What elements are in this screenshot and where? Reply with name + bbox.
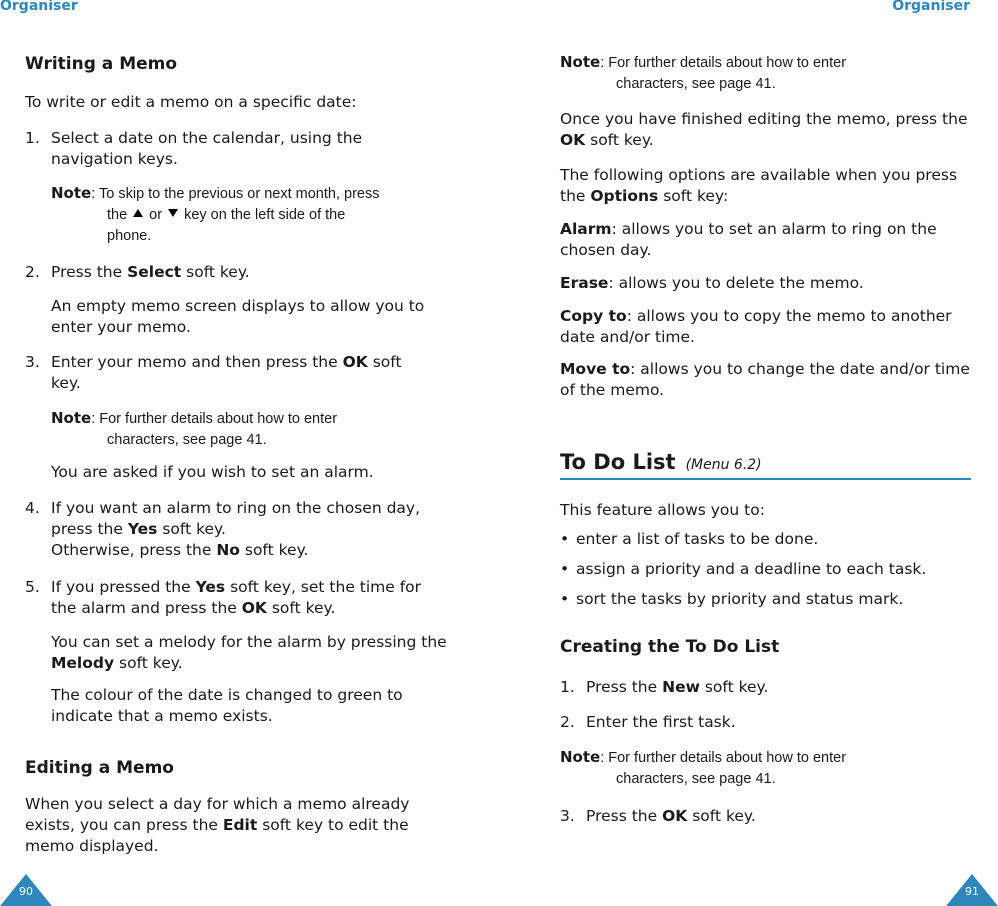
step-text: soft key, set the time for the alarm and press the bbox=[51, 578, 422, 617]
step-2-detail: An empty memo screen displays to allow you to enter your memo. bbox=[51, 297, 425, 336]
note-text: : For further details about how to enter bbox=[600, 55, 847, 71]
step-number: 4. bbox=[25, 499, 40, 517]
step-text: soft key. bbox=[181, 263, 250, 281]
yes-key: Yes bbox=[195, 578, 226, 596]
step-text: Press the bbox=[586, 807, 663, 825]
up-arrow-icon bbox=[133, 209, 143, 217]
step-text: Select a date on the calendar, using the navigation keys. bbox=[51, 129, 363, 168]
writing-intro: To write or edit a memo on a specific date: bbox=[25, 93, 357, 111]
step-number: 1. bbox=[560, 678, 575, 696]
note-text: characters, see page 41. bbox=[616, 771, 776, 787]
note-label: Note bbox=[51, 184, 92, 202]
new-key: New bbox=[662, 678, 700, 696]
note-text: or bbox=[149, 207, 163, 223]
note-label: Note bbox=[51, 409, 92, 427]
step-text: soft key. bbox=[699, 678, 769, 696]
note-text: characters, see page 41. bbox=[616, 76, 776, 92]
step-text: You can set a melody for the alarm by pressing the bbox=[51, 633, 447, 651]
no-key: No bbox=[216, 541, 240, 559]
step-text: soft key. bbox=[157, 520, 226, 538]
writing-memo-heading: Writing a Memo bbox=[25, 54, 178, 74]
note-text: the bbox=[107, 207, 128, 223]
note-text: : For further details about how to enter bbox=[91, 411, 338, 427]
option-copy-to bbox=[560, 306, 975, 348]
note-enter-characters bbox=[560, 747, 970, 790]
body-text: Once you have finished editing the memo, press the bbox=[560, 110, 968, 128]
step-number: 3. bbox=[560, 807, 575, 825]
option-term: Erase bbox=[560, 274, 609, 292]
step-text: soft key. bbox=[239, 541, 309, 559]
ok-key: OK bbox=[560, 131, 586, 149]
down-arrow-icon bbox=[168, 209, 178, 217]
todo-feature-list bbox=[560, 529, 975, 619]
editing-text bbox=[25, 794, 435, 857]
list-item: • sort the tasks by priority and status mark. bbox=[560, 589, 975, 610]
melody-key: Melody bbox=[51, 654, 115, 672]
body-text: soft key: bbox=[658, 187, 729, 205]
step-5 bbox=[25, 577, 440, 619]
step-text: soft key. bbox=[687, 807, 756, 825]
note-enter-characters bbox=[51, 408, 441, 451]
step-5-colour: The colour of the date is changed to green to indicate that a memo exists. bbox=[51, 686, 403, 725]
step-text: Press the bbox=[586, 678, 663, 696]
edit-key: Edit bbox=[222, 816, 258, 834]
yes-key: Yes bbox=[127, 520, 158, 538]
option-alarm bbox=[560, 219, 975, 261]
page-number-right: 91 bbox=[965, 885, 979, 898]
finish-editing-text bbox=[560, 109, 975, 151]
step-text: If you pressed the bbox=[51, 578, 196, 596]
note-label: Note bbox=[560, 748, 601, 766]
step-text: soft key. bbox=[51, 353, 402, 392]
todo-intro: This feature allows you to: bbox=[560, 501, 765, 519]
step-5-melody bbox=[25, 632, 461, 674]
option-term: Alarm bbox=[560, 220, 612, 238]
note-skip-month bbox=[51, 183, 441, 247]
ok-key: OK bbox=[662, 807, 688, 825]
ok-key: OK bbox=[342, 353, 368, 371]
step-text: soft key. bbox=[266, 599, 336, 617]
heading-rule bbox=[560, 478, 971, 480]
step-3 bbox=[25, 352, 435, 394]
note-text: : To skip to the previous or next month, press bbox=[91, 186, 380, 202]
body-text: When you select a day for which a memo already exists, you can press the bbox=[25, 795, 410, 834]
note-text: phone. bbox=[107, 228, 152, 244]
step-1 bbox=[25, 128, 435, 170]
step-number: 1. bbox=[25, 129, 40, 147]
step-number: 2. bbox=[560, 713, 575, 731]
menu-reference: (Menu 6.2) bbox=[685, 457, 762, 473]
option-move-to bbox=[560, 359, 975, 401]
option-erase bbox=[560, 273, 975, 294]
list-item: • assign a priority and a deadline to each task. bbox=[560, 559, 975, 580]
step-4 bbox=[25, 498, 435, 561]
todo-list-heading bbox=[560, 449, 762, 478]
select-key: Select bbox=[127, 263, 182, 281]
option-desc: : allows you to delete the memo. bbox=[608, 274, 864, 292]
options-key: Options bbox=[590, 187, 659, 205]
running-header-left: Organiser bbox=[0, 0, 78, 14]
todo-title: To Do List bbox=[560, 450, 676, 474]
step-3-detail: You are asked if you wish to set an alarm. bbox=[51, 463, 374, 481]
step-text: soft key. bbox=[114, 654, 183, 672]
body-text: soft key to edit the memo displayed. bbox=[25, 816, 409, 855]
note-text: : For further details about how to enter bbox=[600, 750, 847, 766]
page-number-left: 90 bbox=[19, 885, 33, 898]
note-text: characters, see page 41. bbox=[107, 432, 267, 448]
create-step-3 bbox=[560, 806, 975, 827]
option-desc: : allows you to set an alarm to ring on the chosen day. bbox=[560, 220, 937, 259]
list-item: • enter a list of tasks to be done. bbox=[560, 529, 975, 550]
step-number: 2. bbox=[25, 263, 40, 281]
ok-key: OK bbox=[241, 599, 267, 617]
create-step-2 bbox=[560, 712, 975, 733]
body-text: soft key. bbox=[585, 131, 654, 149]
step-text: Otherwise, press the bbox=[51, 541, 217, 559]
option-desc: : allows you to copy the memo to another date and/or time. bbox=[560, 307, 952, 346]
step-number: 5. bbox=[25, 578, 40, 596]
step-text: If you want an alarm to ring on the chosen day, press the bbox=[51, 499, 421, 538]
option-desc: : allows you to change the date and/or time of the memo. bbox=[560, 360, 970, 399]
option-term: Copy to bbox=[560, 307, 627, 325]
step-number: 3. bbox=[25, 353, 40, 371]
note-enter-characters bbox=[560, 52, 970, 95]
step-text: Enter your memo and then press the bbox=[51, 353, 343, 371]
body-text: The following options are available when you press the bbox=[560, 166, 958, 205]
note-text: key on the left side of the bbox=[184, 207, 346, 223]
step-text: Press the bbox=[51, 263, 128, 281]
running-header-right: Organiser bbox=[892, 0, 970, 14]
option-term: Move to bbox=[560, 360, 631, 378]
editing-memo-heading: Editing a Memo bbox=[25, 758, 174, 778]
create-step-1 bbox=[560, 677, 975, 698]
step-2 bbox=[25, 262, 435, 283]
note-label: Note bbox=[560, 53, 601, 71]
options-text bbox=[560, 165, 975, 207]
creating-todo-heading: Creating the To Do List bbox=[560, 637, 780, 657]
step-text: Enter the first task. bbox=[586, 713, 736, 731]
